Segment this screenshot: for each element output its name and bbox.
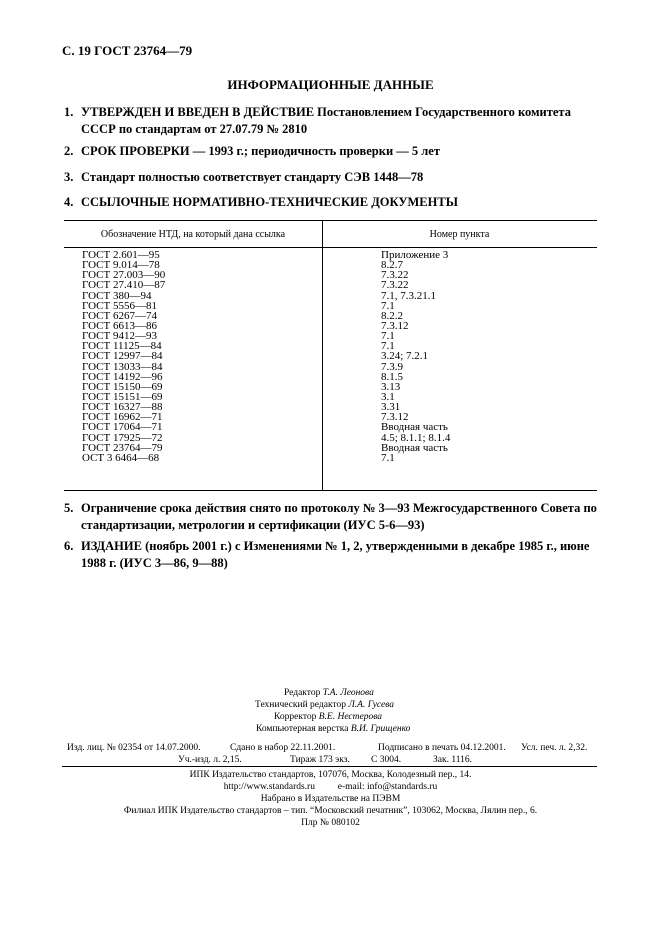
table-cell-clause: Вводная часть <box>381 421 448 434</box>
imprint-plr: Плр № 080102 <box>301 818 360 828</box>
imprint-contacts <box>0 781 661 793</box>
table-cell-document: ГОСТ 13033—84 <box>82 360 163 373</box>
table-cell-clause: 4.5; 8.1.1; 8.1.4 <box>381 431 451 444</box>
item-number: 3. <box>64 170 74 184</box>
credit-name: Т.А. Леонова <box>322 688 374 698</box>
item-text: УТВЕРЖДЕН И ВВЕДЕН В ДЕЙСТВИЕ Постановлением Государственного комитета СССР по стандартам от 27.07.79 № 2810 <box>81 105 571 136</box>
table-cell-document: ГОСТ 15150—69 <box>82 380 163 393</box>
table-cell-clause: 7.1 <box>381 299 395 312</box>
table-header-clause: Номер пункта <box>429 229 490 240</box>
credit-editor <box>0 687 661 699</box>
credit-name: В.Е. Нестерова <box>318 712 383 722</box>
table-cell-clause: 7.3.22 <box>381 279 409 292</box>
table-cell-document: ГОСТ 27.003—90 <box>82 269 166 282</box>
item-number: 2. <box>64 144 74 158</box>
page-title: ИНФОРМАЦИОННЫЕ ДАННЫЕ <box>227 77 434 92</box>
table-cell-document: ГОСТ 6613—86 <box>82 319 157 332</box>
item-number: 5. <box>64 501 74 515</box>
item-text: СРОК ПРОВЕРКИ — 1993 г.; периодичность проверки — 5 лет <box>81 144 440 158</box>
table-cell-document: ГОСТ 6267—74 <box>82 309 157 322</box>
table-cell-clause: 7.1, 7.3.21.1 <box>381 289 436 302</box>
imprint-website[interactable]: http://www.standards.ru <box>223 782 315 792</box>
item-text: ИЗДАНИЕ (ноябрь 2001 г.) с Изменениями № 1, 2, утвержденными в декабре 1985 г., июне 1988 г. (ИУС 3—86, 9—88) <box>81 539 590 570</box>
table-cell-document: ГОСТ 9412—93 <box>82 330 157 343</box>
imprint-signed: Подписано в печать 04.12.2001. <box>378 743 506 753</box>
credit-role: Корректор <box>274 712 317 722</box>
table-cell-clause: 3.31 <box>381 401 401 414</box>
table-cell-document: ГОСТ 5556—81 <box>82 299 157 312</box>
table-bottom-rule <box>64 490 597 491</box>
table-cell-document: ГОСТ 14192—96 <box>82 370 163 383</box>
table-cell-document: ГОСТ 380—94 <box>82 289 152 302</box>
credit-name: Л.А. Гусева <box>348 700 395 710</box>
table-cell-clause: 3.1 <box>381 390 395 403</box>
table-cell-clause: 7.3.12 <box>381 319 409 332</box>
table-column-clauses <box>381 250 450 463</box>
table-cell-clause: Приложение 3 <box>381 249 449 261</box>
credit-name: В.И. Грищенко <box>350 724 411 734</box>
table-cell-clause: 7.3.12 <box>381 411 409 424</box>
imprint-pub-sheets: Уч.-изд. л. 2,15. <box>178 755 242 765</box>
table-column-documents <box>82 250 165 463</box>
credit-tech-editor <box>0 699 661 711</box>
table-cell-document: ГОСТ 16327—88 <box>82 401 163 414</box>
table-cell-document: ГОСТ 15151—69 <box>82 390 163 403</box>
table-header-document: Обозначение НТД, на который дана ссылка <box>100 229 286 240</box>
table-cell-clause: 3.13 <box>381 380 401 393</box>
imprint-license: Изд. лиц. № 02354 от 14.07.2000. <box>67 743 201 753</box>
table-cell-document: ГОСТ 16962—71 <box>82 411 163 424</box>
table-cell-document: ГОСТ 11125—84 <box>82 340 162 353</box>
credit-role: Технический редактор <box>255 700 346 710</box>
table-cell-clause: 3.24; 7.2.1 <box>381 350 429 363</box>
item-number: 6. <box>64 539 74 553</box>
table-cell-document: ГОСТ 17925—72 <box>82 431 163 444</box>
table-cell-document: ОСТ 3 6464—68 <box>82 451 160 464</box>
table-top-rule <box>64 220 597 221</box>
page-header: С. 19 ГОСТ 23764—79 <box>62 43 193 58</box>
imprint-printer: Филиал ИПК Издательство стандартов – тип. “Московский печатник”, 103062, Москва, Лялин пер., 6. <box>123 806 538 816</box>
table-cell-document: ГОСТ 27.410—87 <box>82 279 166 292</box>
table-cell-clause: 7.1 <box>381 340 395 353</box>
item-text: Ограничение срока действия снято по протоколу № 3—93 Межгосударственного Совета по стандартизации, метрологии и сертификации (ИУС 5-6—93) <box>81 501 597 532</box>
table-cell-clause: 7.1 <box>381 330 395 343</box>
table-cell-clause: 8.1.5 <box>381 370 403 383</box>
table-column-divider <box>322 220 323 490</box>
table-cell-clause: 7.1 <box>381 451 395 464</box>
table-cell-document: ГОСТ 17064—71 <box>82 421 163 434</box>
table-cell-clause: 7.3.9 <box>381 360 403 373</box>
imprint-run: Тираж 173 экз. <box>290 755 350 765</box>
credit-role: Компьютерная верстка <box>256 724 349 734</box>
imprint-sheets: Усл. печ. л. 2,32. <box>521 743 588 753</box>
item-number: 4. <box>64 195 74 209</box>
credit-proofreader <box>0 711 661 723</box>
imprint-typeset: Набрано в Издательстве на ПЭВМ <box>260 794 401 804</box>
table-header-rule <box>64 247 597 248</box>
imprint-email[interactable]: e-mail: info@standards.ru <box>337 782 438 792</box>
imprint-code: С 3004. <box>371 755 402 765</box>
imprint-order: Зак. 1116. <box>433 755 473 765</box>
table-cell-document: ГОСТ 23764—79 <box>82 441 163 454</box>
imprint-divider <box>62 766 597 767</box>
imprint-credits <box>0 687 661 735</box>
imprint-publisher: ИПК Издательство стандартов, 107076, Москва, Колодезный пер., 14. <box>189 770 472 780</box>
table-cell-document: ГОСТ 9.014—78 <box>82 259 160 272</box>
credit-role: Редактор <box>284 688 321 698</box>
imprint-submitted: Сдано в набор 22.11.2001. <box>230 743 336 753</box>
table-cell-clause: 7.3.22 <box>381 269 409 282</box>
table-cell-clause: 8.2.7 <box>381 259 403 272</box>
table-cell-document: ГОСТ 12997—84 <box>82 350 163 363</box>
item-text: ССЫЛОЧНЫЕ НОРМАТИВНО-ТЕХНИЧЕСКИЕ ДОКУМЕНТЫ <box>81 195 458 209</box>
item-number: 1. <box>64 105 74 119</box>
item-text: Стандарт полностью соответствует стандарту СЭВ 1448—78 <box>81 170 424 184</box>
table-cell-clause: 8.2.2 <box>381 309 403 322</box>
table-cell-document: ГОСТ 2.601—95 <box>82 249 160 261</box>
table-cell-clause: Вводная часть <box>381 441 448 454</box>
credit-layout <box>0 723 661 735</box>
